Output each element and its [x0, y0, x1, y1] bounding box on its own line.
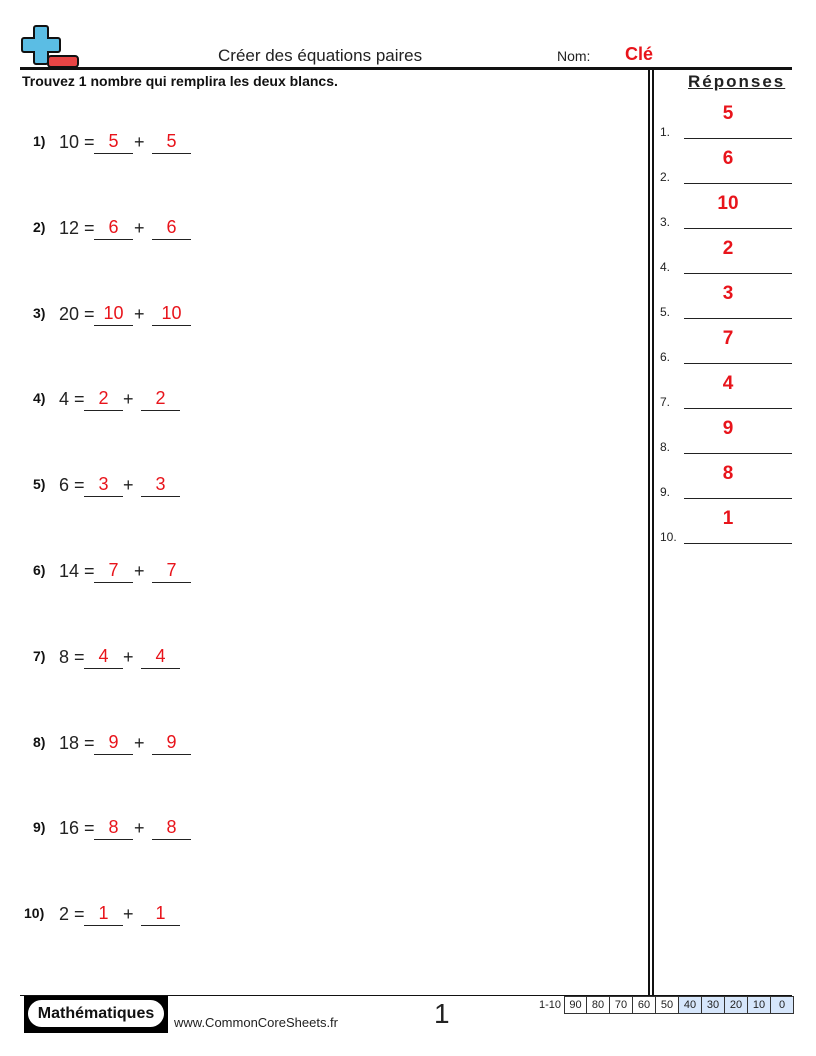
column-divider [648, 69, 650, 997]
site-url: www.CommonCoreSheets.fr [174, 1015, 338, 1030]
score-cell: 30 [702, 996, 725, 1014]
answer-blank-2[interactable]: 9 [152, 733, 191, 755]
score-cell: 60 [633, 996, 656, 1014]
problem-total: 14 = [59, 561, 95, 581]
plus-sign: + [123, 389, 134, 409]
name-label: Nom: [557, 48, 591, 64]
problem-number: 5) [33, 476, 46, 492]
problem-number: 6) [33, 562, 46, 578]
problem-number: 4) [33, 390, 46, 406]
answer-blank-2[interactable]: 7 [152, 561, 191, 583]
answer-index: 1. [660, 125, 671, 139]
answer-key-row [660, 463, 792, 499]
problem-number: 2) [33, 219, 46, 235]
answer-blank-1[interactable]: 6 [94, 218, 133, 240]
plus-sign: + [134, 733, 145, 753]
answer-value: 1 [722, 508, 734, 529]
answer-value: 2 [722, 238, 734, 259]
plus-sign: + [134, 818, 145, 838]
answer-blank-1[interactable]: 7 [94, 561, 133, 583]
problem-total: 8 = [59, 647, 85, 667]
name-value: Clé [625, 44, 654, 64]
answer-blank-2[interactable]: 3 [141, 475, 180, 497]
answer-blank-1[interactable]: 2 [84, 389, 123, 411]
answer-value: 8 [722, 463, 734, 484]
answer-index: 3. [660, 215, 671, 229]
answer-value: 7 [722, 328, 734, 349]
answer-value: 6 [722, 148, 734, 169]
score-cell: 70 [610, 996, 633, 1014]
answer-blank-1[interactable]: 1 [84, 904, 123, 926]
page-number: 1 [434, 998, 450, 1029]
answer-index: 6. [660, 350, 671, 364]
answer-index: 7. [660, 395, 671, 409]
answer-key-row [660, 418, 792, 454]
answer-index: 9. [660, 485, 671, 499]
problem-number: 7) [33, 648, 46, 664]
problem-number: 10) [24, 905, 45, 921]
plus-sign: + [134, 304, 145, 324]
worksheet-title: Créer des équations paires [218, 46, 423, 65]
answer-blank-1[interactable]: 8 [94, 818, 133, 840]
plus-sign: + [123, 647, 134, 667]
problem-total: 2 = [59, 904, 85, 924]
answer-value: 3 [722, 283, 734, 304]
problem-total: 10 = [59, 132, 95, 152]
score-range-label: 1-10 [538, 999, 561, 1011]
problem-total: 18 = [59, 733, 95, 753]
score-cell: 0 [771, 996, 794, 1014]
answer-blank-1[interactable]: 5 [94, 132, 133, 154]
score-cell: 50 [656, 996, 679, 1014]
instructions: Trouvez 1 nombre qui remplira les deux blancs. [22, 73, 338, 89]
plus-sign: + [134, 218, 145, 238]
answer-index: 10. [660, 530, 677, 544]
score-cell: 90 [564, 996, 587, 1014]
answer-key-row [660, 328, 792, 364]
answer-key-row [660, 193, 792, 229]
answer-value: 10 [717, 193, 739, 214]
header-rule [20, 67, 792, 70]
answer-value: 4 [722, 373, 734, 394]
plus-sign: + [134, 132, 145, 152]
answer-key-row [660, 508, 792, 544]
answer-key-row [660, 103, 792, 139]
problem-total: 20 = [59, 304, 95, 324]
subject-badge: Mathématiques [28, 1000, 164, 1027]
answer-key-row [660, 283, 792, 319]
answer-blank-2[interactable]: 2 [141, 389, 180, 411]
problem-total: 6 = [59, 475, 85, 495]
answer-key-row [660, 373, 792, 409]
answer-index: 8. [660, 440, 671, 454]
answer-index: 5. [660, 305, 671, 319]
plus-sign: + [123, 475, 134, 495]
plus-sign: + [134, 561, 145, 581]
answer-blank-1[interactable]: 10 [94, 304, 133, 326]
problem-total: 4 = [59, 389, 85, 409]
answer-blank-1[interactable]: 4 [84, 647, 123, 669]
answer-blank-2[interactable]: 8 [152, 818, 191, 840]
answer-blank-2[interactable]: 10 [152, 304, 191, 326]
answer-index: 4. [660, 260, 671, 274]
problem-total: 16 = [59, 818, 95, 838]
score-cell: 10 [748, 996, 771, 1014]
answer-index: 2. [660, 170, 671, 184]
score-cell: 20 [725, 996, 748, 1014]
column-divider [652, 69, 654, 997]
answer-key-row [660, 238, 792, 274]
answer-value: 9 [722, 418, 734, 439]
answers-title: Réponses [688, 72, 786, 91]
answer-blank-2[interactable]: 5 [152, 132, 191, 154]
answer-blank-1[interactable]: 3 [84, 475, 123, 497]
problem-number: 8) [33, 734, 46, 750]
score-cell: 40 [679, 996, 702, 1014]
problem-number: 3) [33, 305, 46, 321]
answer-key-row [660, 148, 792, 184]
problem-number: 9) [33, 819, 46, 835]
answer-blank-2[interactable]: 1 [141, 904, 180, 926]
score-table [531, 996, 794, 1014]
score-cell: 80 [587, 996, 610, 1014]
plus-minus-logo-icon [20, 24, 80, 68]
problem-total: 12 = [59, 218, 95, 238]
answer-blank-2[interactable]: 6 [152, 218, 191, 240]
answer-value: 5 [722, 103, 734, 124]
plus-sign: + [123, 904, 134, 924]
problem-number: 1) [33, 133, 46, 149]
answer-blank-2[interactable]: 4 [141, 647, 180, 669]
answer-blank-1[interactable]: 9 [94, 733, 133, 755]
